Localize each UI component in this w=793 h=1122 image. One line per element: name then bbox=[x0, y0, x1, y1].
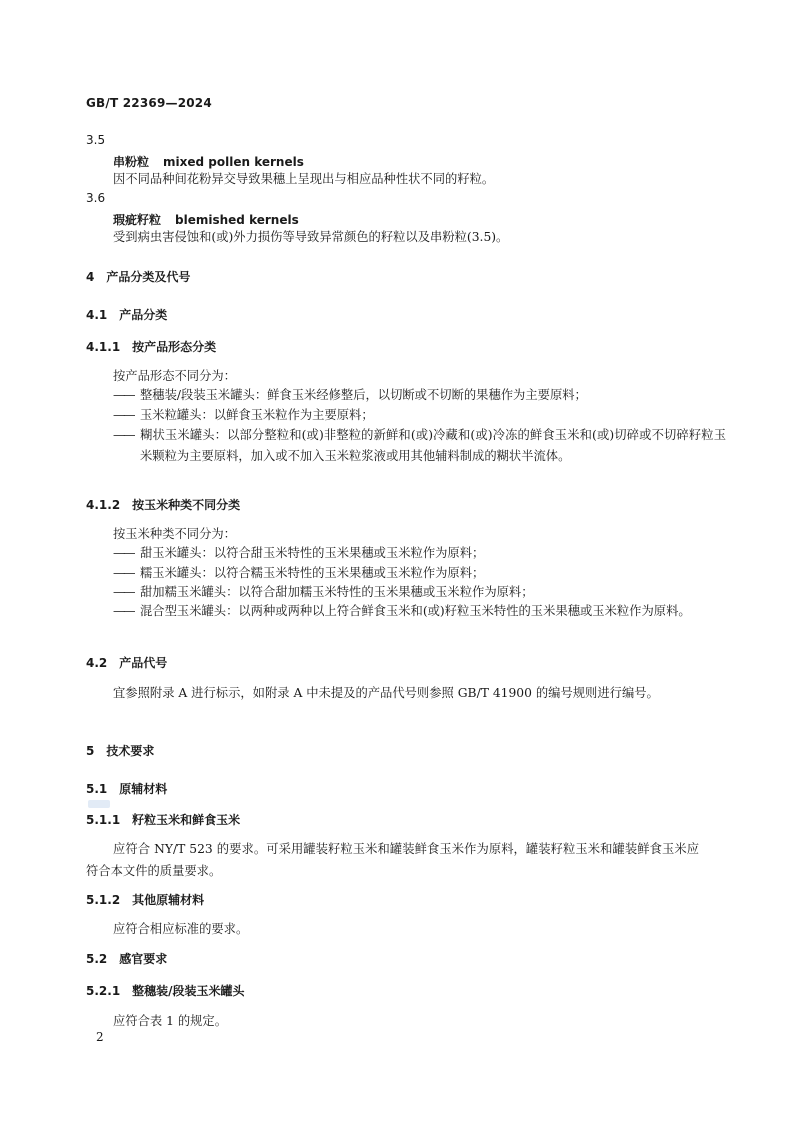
dash-marker: —— bbox=[113, 546, 134, 560]
list-item bbox=[113, 563, 726, 584]
list-item bbox=[113, 425, 726, 467]
list-item-text: 玉米粒罐头：以鲜食玉米粒作为主要原料； bbox=[140, 408, 374, 422]
term-title bbox=[113, 209, 299, 228]
section-heading: 4.2 产品代号 bbox=[86, 656, 168, 670]
term-number: 3.5 bbox=[86, 133, 106, 147]
standard-number-header: GB/T 22369—2024 bbox=[86, 96, 212, 110]
term-chinese: 瑕疵籽粒 bbox=[113, 213, 162, 227]
term-english: mixed pollen kernels bbox=[163, 155, 304, 169]
section-heading: 5.1 原辅材料 bbox=[86, 782, 168, 796]
term-english: blemished kernels bbox=[175, 213, 299, 227]
dash-marker: —— bbox=[113, 566, 134, 580]
list-item-text: 甜加糯玉米罐头：以符合甜加糯玉米特性的玉米果穗或玉米粒作为原料； bbox=[140, 585, 534, 599]
dash-marker: —— bbox=[113, 408, 134, 422]
list-item-text: 糊状玉米罐头：以部分整粒和(或)非整粒的新鲜和(或)冷藏和(或)冷冻的鲜食玉米和(或)切碎或不切碎籽粒玉米颗粒为主要原料，加入或不加入玉米粒浆液或用其他辅料制成的糊状半流体。 bbox=[140, 428, 726, 463]
section-heading: 5.1.2 其他原辅材料 bbox=[86, 893, 205, 907]
paragraph: 应符合表 1 的规定。 bbox=[113, 1014, 228, 1028]
watermark-stamp bbox=[88, 800, 110, 808]
section-heading: 5.1.1 籽粒玉米和鲜食玉米 bbox=[86, 813, 241, 827]
dash-marker: —— bbox=[113, 388, 134, 402]
list-item-text: 整穗装/段装玉米罐头：鲜食玉米经修整后，以切断或不切断的果穗作为主要原料； bbox=[140, 388, 587, 402]
list-intro: 按玉米种类不同分为： bbox=[113, 527, 236, 541]
section-heading: 4.1 产品分类 bbox=[86, 308, 168, 322]
dash-marker: —— bbox=[113, 604, 134, 618]
list-item-text: 混合型玉米罐头：以两种或两种以上符合鲜食玉米和(或)籽粒玉米特性的玉米果穗或玉米粒作为原料。 bbox=[140, 604, 691, 618]
paragraph: 应符合相应标准的要求。 bbox=[113, 922, 249, 936]
section-heading: 5.2 感官要求 bbox=[86, 952, 168, 966]
list-item bbox=[113, 385, 726, 406]
term-title bbox=[113, 151, 304, 170]
paragraph: 应符合 NY/T 523 的要求。可采用罐装籽粒玉米和罐装鲜食玉米作为原料，罐装籽粒玉米和罐装鲜食玉米应符合本文件的质量要求。 bbox=[86, 842, 700, 878]
section-heading: 5 技术要求 bbox=[86, 744, 155, 758]
dash-marker: —— bbox=[113, 428, 134, 442]
dash-marker: —— bbox=[113, 585, 134, 599]
term-number: 3.6 bbox=[86, 191, 106, 205]
section-heading: 4 产品分类及代号 bbox=[86, 270, 191, 284]
list-item-text: 糯玉米罐头：以符合糯玉米特性的玉米果穗或玉米粒作为原料； bbox=[140, 566, 485, 580]
page-number: 2 bbox=[96, 1030, 104, 1044]
list-item bbox=[113, 582, 726, 603]
section-heading: 4.1.2 按玉米种类不同分类 bbox=[86, 498, 241, 512]
list-intro: 按产品形态不同分为： bbox=[113, 369, 236, 383]
term-definition: 因不同品种间花粉异交导致果穗上呈现出与相应品种性状不同的籽粒。 bbox=[113, 172, 495, 186]
list-item bbox=[113, 543, 726, 564]
term-chinese: 串粉粒 bbox=[113, 155, 150, 169]
term-definition: 受到病虫害侵蚀和(或)外力损伤等导致异常颜色的籽粒以及串粉粒(3.5)。 bbox=[113, 230, 509, 244]
section-heading: 4.1.1 按产品形态分类 bbox=[86, 340, 217, 354]
list-item-text: 甜玉米罐头：以符合甜玉米特性的玉米果穗或玉米粒作为原料； bbox=[140, 546, 485, 560]
list-item bbox=[113, 405, 726, 426]
section-heading: 5.2.1 整穗装/段装玉米罐头 bbox=[86, 984, 245, 998]
paragraph: 宜参照附录 A 进行标示，如附录 A 中未提及的产品代号则参照 GB/T 41900 的编号规则进行编号。 bbox=[113, 686, 659, 700]
list-item bbox=[113, 601, 726, 622]
